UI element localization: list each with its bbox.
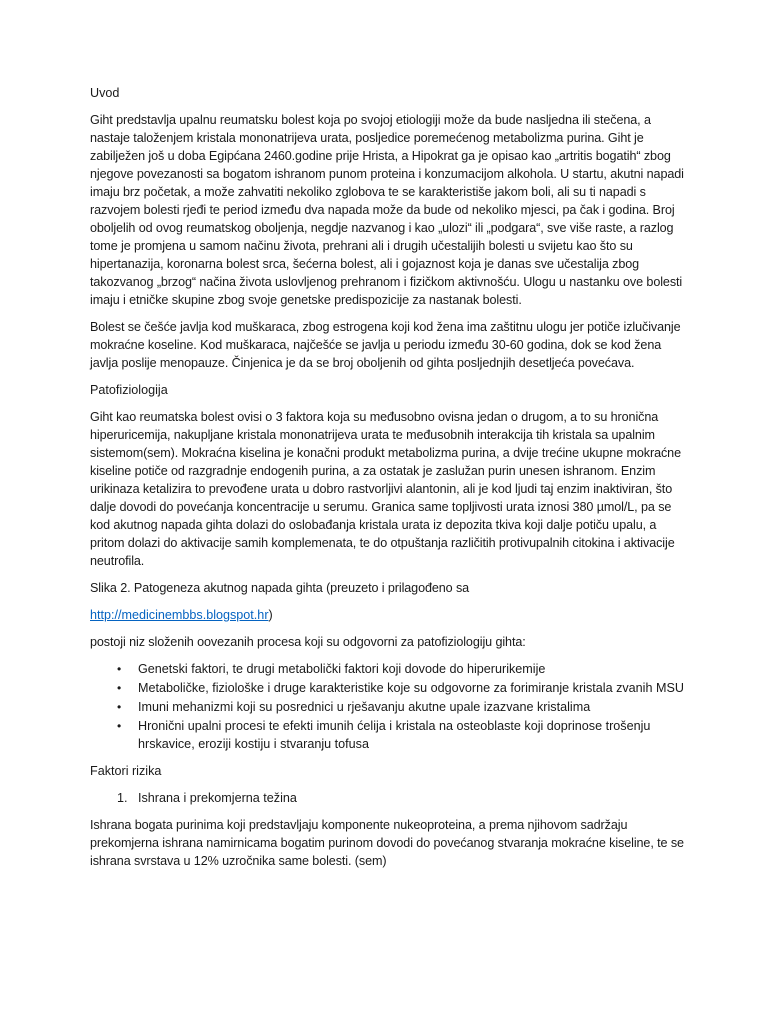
- paragraph-patofiziologija-2: postoji niz složenih oovezanih procesa koji su odgovorni za patofiziologiju gihta:: [90, 635, 526, 649]
- figure-caption: Slika 2. Patogeneza akutnog napada gihta (preuzeto i prilagođeno sa: [90, 581, 470, 595]
- list-item-text: Genetski faktori, te drugi metabolički faktori koji dovode do hiperurikemije: [138, 662, 546, 676]
- list-item: [90, 717, 688, 753]
- list-item-text: Imuni mehanizmi koji su posrednici u rješavanju akutne upale izazvane kristalima: [138, 700, 591, 714]
- source-link[interactable]: http://medicinembbs.blogspot.hr: [90, 608, 269, 622]
- source-link-close: ): [268, 608, 273, 622]
- figure-source-line: [90, 606, 688, 624]
- list-item: [90, 679, 688, 697]
- document-page: [90, 84, 688, 879]
- bullet-list: [90, 660, 688, 753]
- list-item: [90, 789, 688, 807]
- paragraph-uvod-2: Bolest se češće javlja kod muškaraca, zbog estrogena koji kod žena ima zaštitnu ulogu jer potiče izlučivanje mokraćne koseline. Kod muškaraca, najčešće se javlja u periodu između 30-60 godina, dok se kod žena javlja poslije menopauze. Činjenica je da se broj oboljenih od gihta posljednjih desetljeća povećava.: [90, 320, 681, 370]
- bullet-icon: •: [117, 662, 122, 676]
- list-item: [90, 698, 688, 716]
- list-item-text: Ishrana i prekomjerna težina: [138, 791, 297, 805]
- list-number: 1.: [117, 791, 128, 805]
- bullet-icon: •: [117, 681, 122, 695]
- paragraph-faktori-1: Ishrana bogata purinima koji predstavljaju komponente nukeoproteina, a prema njihovom sadržaju prekomjerna ishrana namirnicama bogatim purinom dovodi do povećanog stvaranja mokraćne kiseline, te se ishrana svrstava u 12% uzročnika same bolesti. (sem): [90, 818, 684, 868]
- list-item-text: Hronični upalni procesi te efekti imunih ćelija i kristala na osteoblaste koji doprinose trošenju hrskavice, eroziji kostiju i stvaranju tofusa: [138, 719, 651, 751]
- list-item: [90, 660, 688, 678]
- section-title-uvod: Uvod: [90, 86, 120, 100]
- paragraph-uvod-1: Giht predstavlja upalnu reumatsku bolest koja po svojoj etiologiji može da bude nasljedna ili stečena, a nastaje taloženjem kristala mononatrijeva urata, posljedice poremećenog metabolizma purina. Giht je zabilježen još u doba Egipćana 2460.godine prije Hrista, a Hipokrat ga je opisao kao „artritis bogatih“ zbog njegove povezanosti sa bogatom ishranom punom proteina i konzumacijom alkohola. U startu, akutni napadi imaju brz početak, a može zahvatiti nekoliko zglobova te se karakteristiše jakom boli, ali su ti napadi s razvojem bolesti rjeđi te period između dva napada može da bude od nekoliko mjesci, pa čak i godina. Broj oboljelih od ovog reumatskog oboljenja, negdje nazvanog i kao „ulozi“ ili „podgara“, sve više raste, a razlog tome je promjena u samom načinu života, prehrani ali i drugih učestalijih bolesti u svijetu kao što su hipertanazija, koronarna bolest srca, šećerna bolest, ali i gojaznost koja je danas sve učestalija zbog takozvanog „brzog“ načina života uslovljenog prehranom i fizičkom aktivnošću. Ulogu u nastanku ove bolesti imaju i etničke skupine zbog svoje genetske predispozicije za nastanak bolesti.: [90, 113, 684, 307]
- section-title-patofiziologija: Patofiziologija: [90, 383, 168, 397]
- list-item-text: Metaboličke, fiziološke i druge karakteristike koje su odgovorne za forimiranje kristala zvanih MSU: [138, 681, 684, 695]
- section-title-faktori-rizika: Faktori rizika: [90, 764, 162, 778]
- bullet-icon: •: [117, 700, 122, 714]
- bullet-icon: •: [117, 719, 122, 733]
- paragraph-patofiziologija-1: Giht kao reumatska bolest ovisi o 3 faktora koja su međusobno ovisna jedan o drugom, a to su hronična hiperuricemija, nakupljane kristala mononatrijeva urata te međusobnih interakcija tih kristala sa upalnim sistemom(sem). Mokraćna kiselina je konačni produkt metabolizma purina, a dvije trećine ukupne mokraćne kiseline potiče od razgradnje endogenih purina, a za ostatak je zaslužan purin unesen ishranom. Enzim urikinaza ketalizira to prevođene urata u dobro rastvorljivi alantonin, ali je kod ljudi taj enzim inaktiviran, što dalje dovodi do povećanja koncentracije u serumu. Granica same topljivosti urata iznosi 380 µmol/L, pa se kod akutnog napada gihta dolazi do oslobađanja kristala urata iz depozita tkiva koji dalje potiču upalu, a pritom dolazi do aktivacije samih komplemenata, te do otpuštanja različitih protivupalnih citokina i aktivacije neutrofila.: [90, 410, 681, 568]
- numbered-list: [90, 789, 688, 807]
